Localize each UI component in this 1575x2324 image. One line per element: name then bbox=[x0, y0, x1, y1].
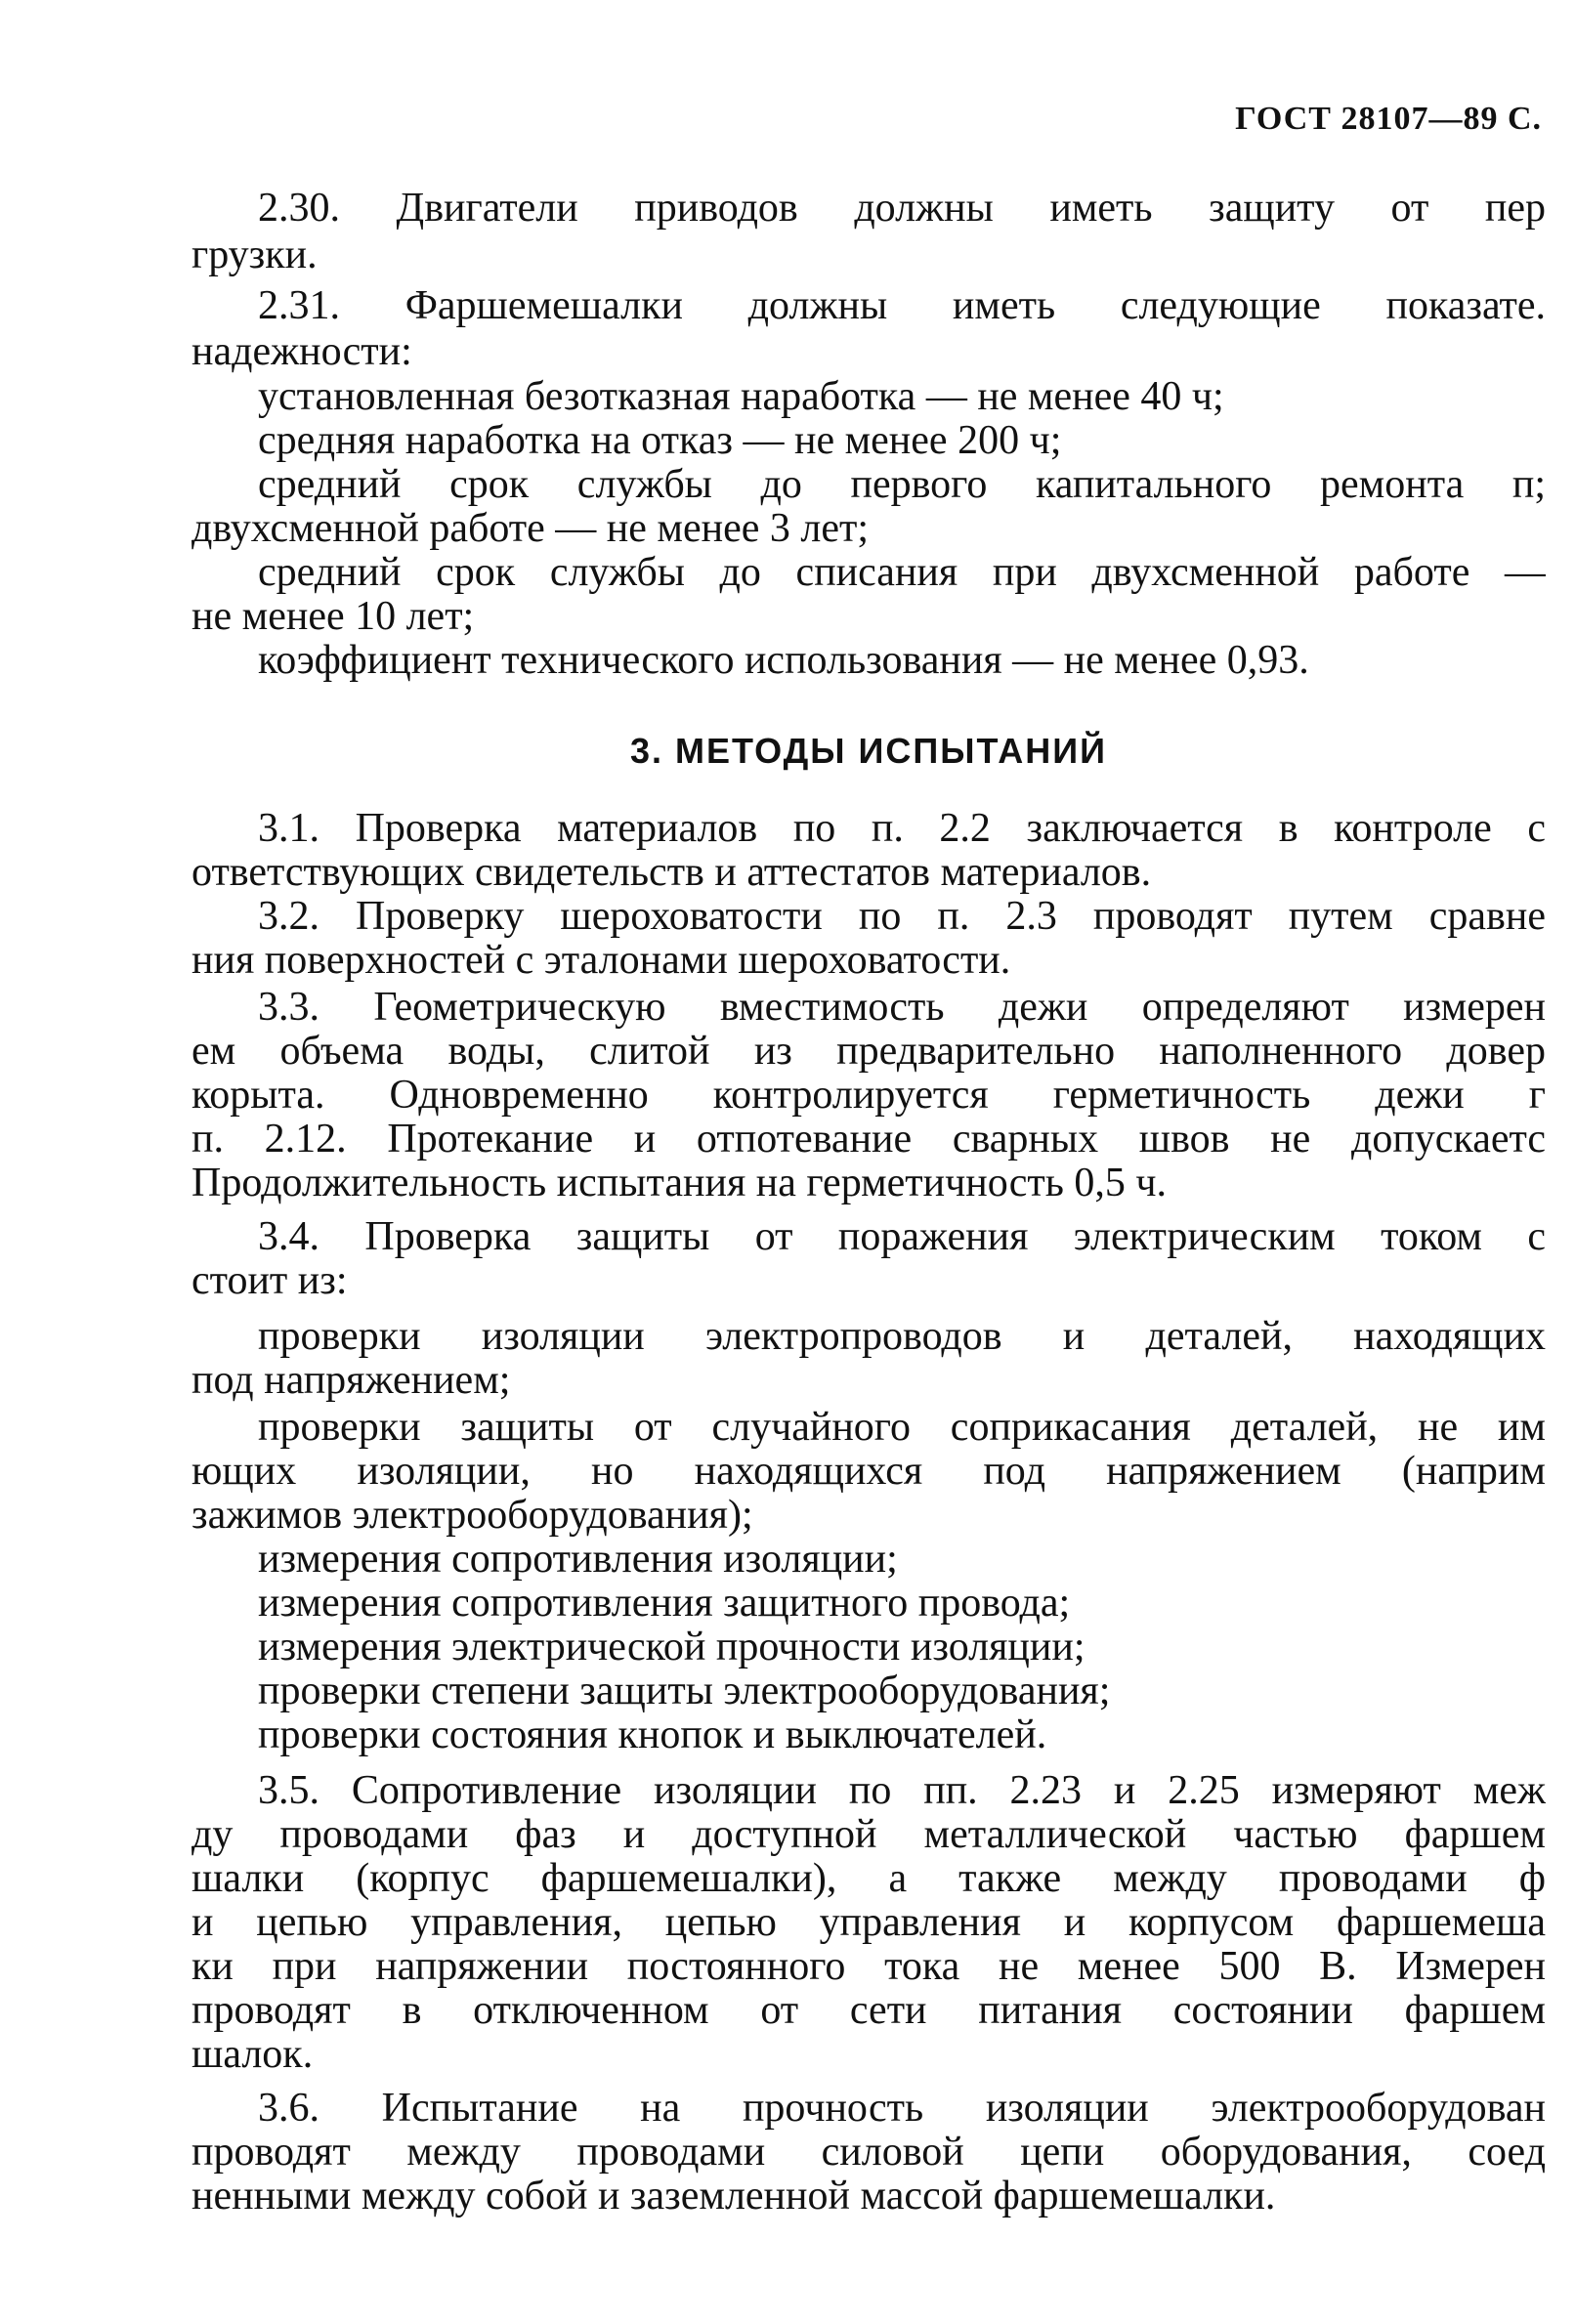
reliability-item: средний срок службы до первого капитального ремонта п; bbox=[258, 462, 1546, 507]
reliability-item: средний срок службы до списания при двухсменной работе — bbox=[258, 550, 1546, 595]
paragraph-line: 3.2. Проверку шероховатости по п. 2.3 проводят путем сравне bbox=[258, 894, 1546, 939]
list-item: измерения сопротивления защитного провода; bbox=[258, 1581, 1071, 1626]
paragraph-line: Продолжительность испытания на герметичность 0,5 ч. bbox=[192, 1161, 1168, 1205]
list-item: проверки защиты от случайного соприкасания деталей, не им bbox=[258, 1405, 1546, 1450]
paragraph-line: 3.4. Проверка защиты от поражения электрическим током с bbox=[258, 1214, 1546, 1259]
paragraph-line: п. 2.12. Протекание и отпотевание сварных швов не допускаетс bbox=[192, 1117, 1546, 1162]
section-heading: 3. МЕТОДЫ ИСПЫТАНИЙ bbox=[630, 731, 1107, 771]
paragraph-line: грузки. bbox=[192, 232, 318, 277]
reliability-item: средняя наработка на отказ — не менее 200 ч; bbox=[258, 418, 1062, 463]
paragraph-line: стоит из: bbox=[192, 1258, 348, 1303]
paragraph-line: 2.31. Фаршемешалки должны иметь следующие показате. bbox=[258, 283, 1546, 328]
list-item: проверки изоляции электропроводов и деталей, находящих bbox=[258, 1314, 1546, 1359]
list-item: измерения электрической прочности изоляции; bbox=[258, 1625, 1085, 1669]
paragraph-line: ем объема воды, слитой из предварительно наполненного довер bbox=[192, 1029, 1546, 1074]
paragraph-line: ненными между собой и заземленной массой фаршемешалки. bbox=[192, 2174, 1276, 2218]
paragraph-line: проводят в отключенном от сети питания состоянии фаршем bbox=[192, 1988, 1546, 2033]
list-item: проверки степени защиты электрооборудования; bbox=[258, 1669, 1111, 1713]
reliability-item: коэффициент технического использования — не менее 0,93. bbox=[258, 638, 1309, 683]
paragraph-line: и цепью управления, цепью управления и корпусом фаршемеша bbox=[192, 1900, 1546, 1945]
paragraph-line: ния поверхностей с эталонами шероховатости. bbox=[192, 938, 1011, 983]
paragraph-line: корыта. Одновременно контролируется герметичность дежи г bbox=[192, 1073, 1546, 1118]
paragraph-line: ду проводами фаз и доступной металлической частью фаршем bbox=[192, 1812, 1546, 1857]
paragraph-line: проводят между проводами силовой цепи оборудования, соед bbox=[192, 2130, 1546, 2175]
reliability-item: двухсменной работе — не менее 3 лет; bbox=[192, 506, 870, 551]
paragraph-line: 3.6. Испытание на прочность изоляции электрооборудован bbox=[258, 2086, 1546, 2131]
list-item: ющих изоляции, но находящихся под напряжением (наприм bbox=[192, 1449, 1546, 1494]
document-code-header: ГОСТ 28107—89 С. bbox=[1235, 101, 1542, 137]
reliability-item: установленная безотказная наработка — не менее 40 ч; bbox=[258, 374, 1224, 419]
list-item: зажимов электрооборудования); bbox=[192, 1493, 753, 1538]
paragraph-line: 3.3. Геометрическую вместимость дежи определяют измерен bbox=[258, 985, 1546, 1030]
paragraph-line: надежности: bbox=[192, 329, 412, 374]
paragraph-line: ки при напряжении постоянного тока не менее 500 В. Измерен bbox=[192, 1944, 1546, 1989]
paragraph-line: 3.1. Проверка материалов по п. 2.2 заключается в контроле с bbox=[258, 806, 1546, 851]
paragraph-line: 3.5. Сопротивление изоляции по пп. 2.23 и 2.25 измеряют меж bbox=[258, 1768, 1546, 1813]
paragraph-line: шалки (корпус фаршемешалки), а также между проводами ф bbox=[192, 1856, 1546, 1901]
paragraph-line: шалок. bbox=[192, 2032, 314, 2077]
list-item: проверки состояния кнопок и выключателей. bbox=[258, 1712, 1047, 1757]
list-item: измерения сопротивления изоляции; bbox=[258, 1537, 898, 1582]
list-item: под напряжением; bbox=[192, 1358, 511, 1403]
reliability-item: не менее 10 лет; bbox=[192, 594, 475, 639]
paragraph-line: 2.30. Двигатели приводов должны иметь защиту от пер bbox=[258, 186, 1546, 231]
paragraph-line: ответствующих свидетельств и аттестатов материалов. bbox=[192, 850, 1152, 895]
